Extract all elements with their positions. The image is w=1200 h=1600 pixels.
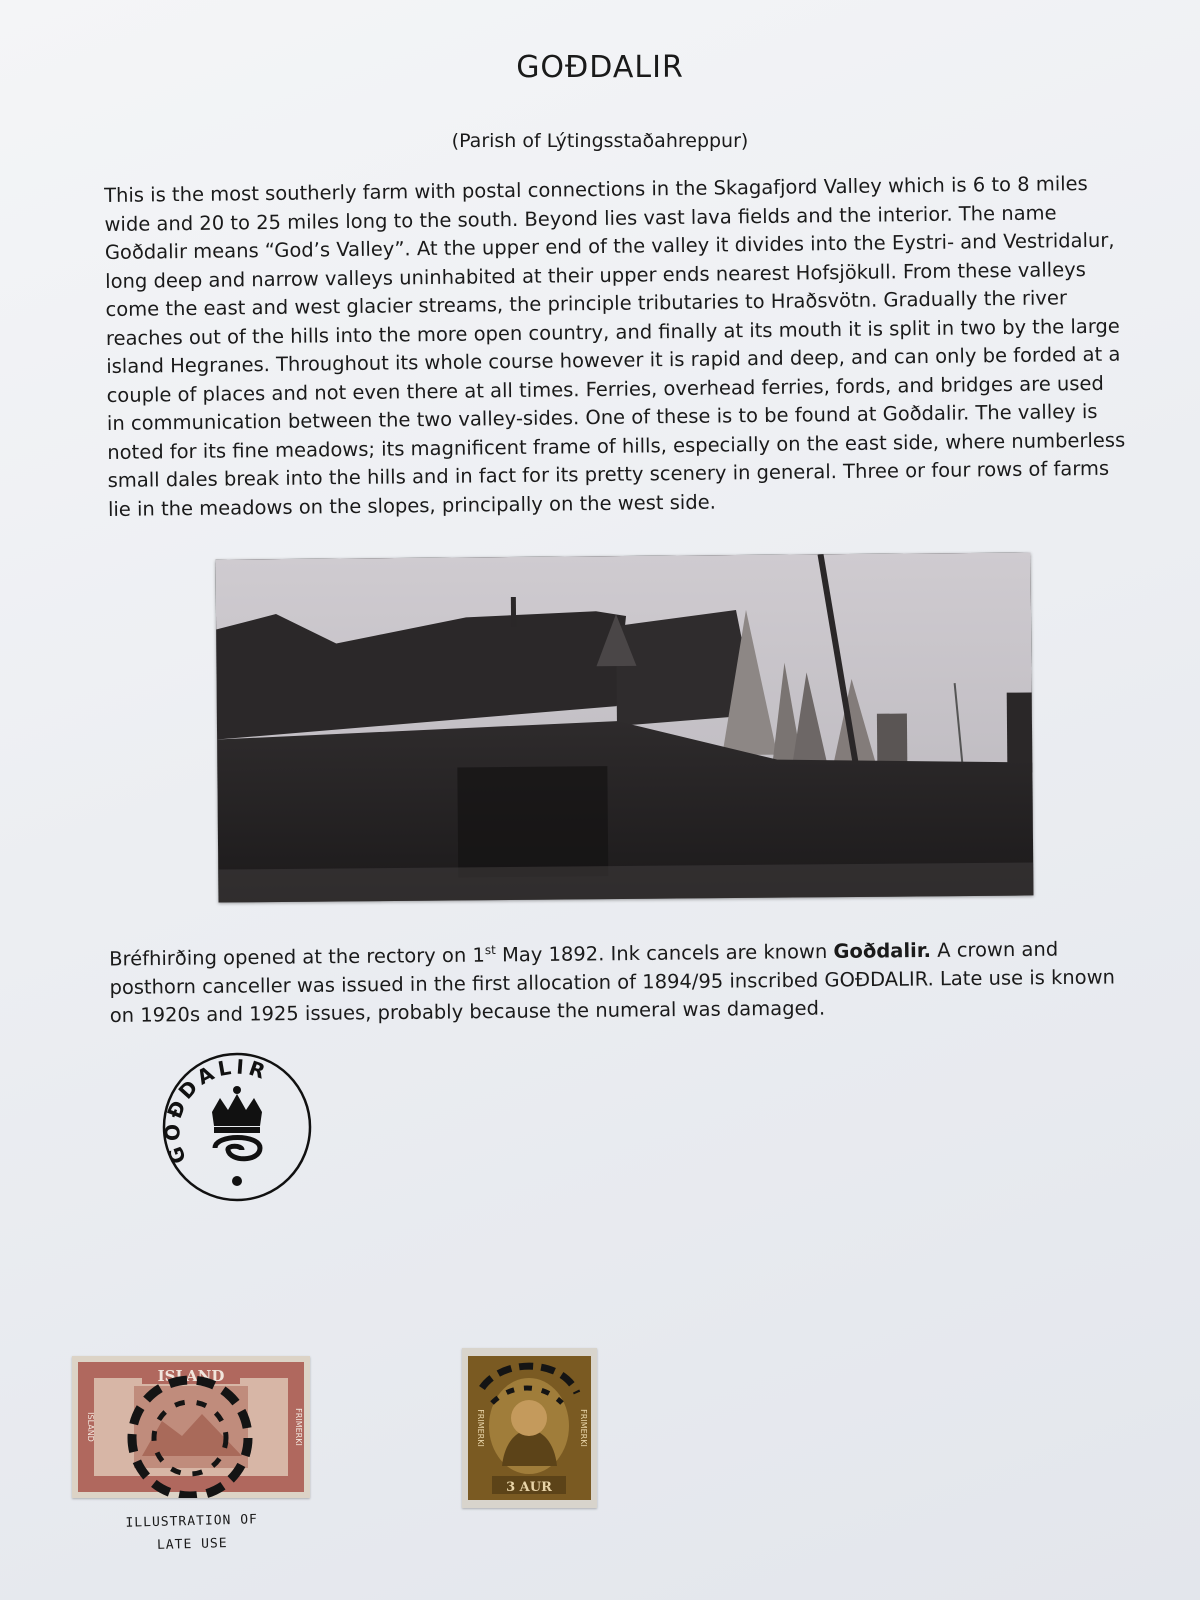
farm-photograph [216, 552, 1034, 902]
history-paragraph [109, 929, 1140, 1029]
farm-photo-image [216, 552, 1034, 902]
history-bold-name: Goðdalir. [833, 938, 932, 963]
history-text-2: May 1892. Ink cancels are known [495, 939, 834, 967]
stamp2-side-left: FRIMERKI [476, 1409, 485, 1447]
stamp2-side-right: FRIMERKI [579, 1409, 588, 1447]
page-subtitle: (Parish of Lýtingsstaðahreppur) [451, 130, 749, 152]
handwritten-note [81, 1507, 302, 1559]
intro-paragraph: This is the most southerly farm with postal connections in the Skagafjord Valley which is 6 to 8 miles wide and 20 to 25 miles long to the south. Beyond lies vast lava fields and the interior. The name Goðdalir means “God’s Valley”. At the upper end of the valley it divides into the Eystri- and Vestridalur, long deep and narrow valleys uninhabited at their upper ends nearest Hofsjökull. From these valleys come the east and west glacier streams, the principle tributaries to Hraðsvötn. Gradually the river reaches out of the hills into the more open country, and finally at its mouth it is split in two by the large island Hegranes. Throughout its whole course however it is rapid and deep, and can only be forded at a couple of places and not even there at all times. Ferries, overhead ferries, fords, and bridges are used in communication between the two valley-sides. One of these is to be found at Goðdalir. The valley is noted for its fine meadows; its magnificent frame of hills, especially on the east side, where numberless small dales break into the hills and in fact for its pretty scenery in general. Three or four rows of farms lie in the meadows on the slopes, principally on the west side. [104, 171, 1126, 521]
cancel-inscription: GOÐDALIR [160, 1054, 273, 1167]
stamp1-country: ISLAND [157, 1367, 225, 1385]
stamp1-side-right: FRIMERKI [294, 1408, 303, 1446]
handwritten-line-2: LATE USE [156, 1536, 228, 1553]
history-text-3: A crown and posthorn canceller was issued in the first allocation of 1894/95 inscribed GOÐDALIR. Late use is known on 1920s and 1925 issues, probably because the numeral was damaged. [109, 937, 1116, 1027]
crown-posthorn-cancel [160, 1050, 315, 1205]
stamp1-side-left: ISLAND [86, 1412, 95, 1442]
stamp2-value: 3 AUR [506, 1480, 552, 1495]
stamp2-image [462, 1348, 597, 1508]
stamp-island-1925 [72, 1356, 310, 1498]
page-title: GOÐDALIR [516, 50, 684, 85]
stamp-christian-x-3-aur [462, 1348, 597, 1508]
history-text-1: Bréfhirðing opened at the rectory on 1 [109, 943, 485, 971]
stamp1-image [72, 1356, 310, 1498]
cancel-stamp-icon [160, 1050, 315, 1205]
handwritten-line-1: ILLUSTRATION OF [125, 1512, 259, 1531]
history-sup: st [484, 942, 496, 958]
